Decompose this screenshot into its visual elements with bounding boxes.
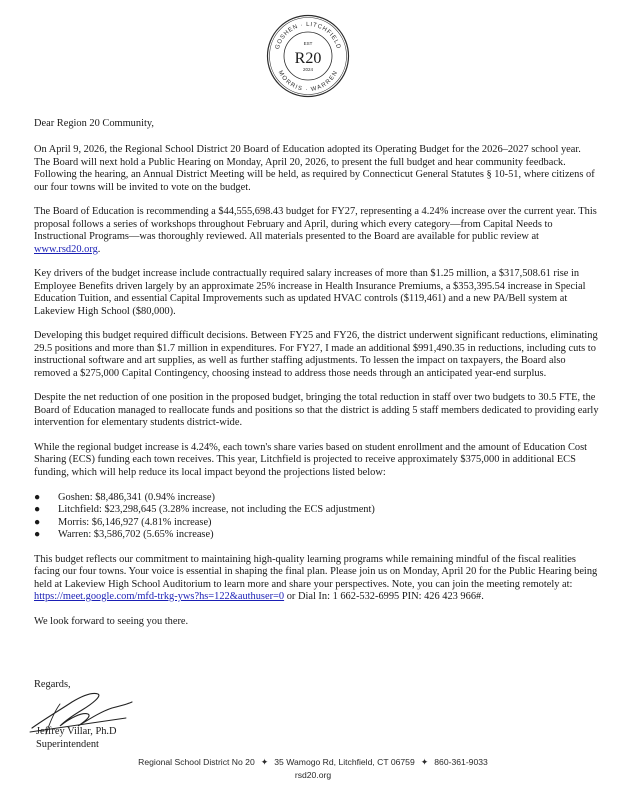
paragraph-budget-recommendation: [34, 206, 599, 256]
seal-initials: R20: [294, 50, 322, 67]
seal-year: 2024: [302, 67, 314, 72]
closing: Regards,: [34, 679, 71, 690]
list-item: [34, 492, 599, 504]
bullet-icon: ●: [34, 491, 41, 503]
district-seal-logo: [266, 14, 350, 98]
seal-top-text: GOSHEN · LITCHFIELD: [274, 21, 342, 51]
diamond-separator-icon: ✦: [420, 757, 429, 767]
bullet-icon: ●: [34, 516, 41, 528]
footer-address: 35 Wamogo Rd, Litchfield, CT 06759: [274, 757, 415, 767]
list-item-text: Morris: $6,146,927 (4.81% increase): [58, 516, 212, 528]
footer-website: rsd20.org: [294, 770, 332, 780]
paragraph-key-drivers: Key drivers of the budget increase include contractually required salary increases of more than $1.25 million, a $317,508.61 rise in Employee Benefits driven largely by an approximate 25% increase in Health Insurance Premiums, a $353,395.54 increase in Special Education Tuition, and essential Capital Improvements such as updated HVAC controls ($119,461) and a new PA/Bell system at Lakeview High School ($80,000).: [34, 268, 586, 317]
list-item-text: Litchfield: $23,298,645 (3.28% increase, not including the ECS adjustment): [58, 504, 375, 516]
paragraph-closing-remark: We look forward to seeing you there.: [34, 615, 189, 627]
list-item: [34, 504, 599, 516]
paragraph-end: .: [97, 243, 101, 255]
letter-body: [34, 118, 599, 641]
paragraph-town-share: While the regional budget increase is 4.24%, each town's share varies based on student enrollment and the amount of Education Cost Sharing (ECS) funding each town receives. This year, Litchfield is projected to receive approximately $375,000 in additional ECS funding, which will help reduce its local impact beyond the projections listed below:: [34, 442, 587, 478]
paragraph-commitment: [34, 554, 599, 604]
list-item: [34, 517, 599, 529]
bullet-icon: ●: [34, 528, 41, 540]
salutation: Dear Region 20 Community,: [34, 118, 154, 129]
paragraph-budget-recommendation-text: The Board of Education is recommending a $44,555,698.43 budget for FY27, representing a 4.24% increase over the current year. This proposal follows a series of workshops throughout February and April, during which every category—from Capital Needs to Instructional Programs—was thoroughly reviewed. All materials presented to the Board are available for public review at: [34, 206, 597, 243]
footer-org: Regional School District No 20: [138, 757, 255, 767]
paragraph-staff-reduction: Despite the net reduction of one position in the proposed budget, bringing the total reduction in staff over two budgets to 30.5 FTE, the Board of Education managed to reallocate funds and positions so that the district is adding 5 staff members dedicated to providing early intervention for elementary students district-wide.: [34, 392, 599, 429]
signer-block: [36, 726, 117, 751]
signer-title: Superintendent: [36, 738, 99, 750]
letterhead-footer: [0, 756, 626, 782]
footer-address-line: [0, 756, 626, 769]
list-item: [34, 529, 599, 541]
meeting-link[interactable]: https://meet.google.com/mfd-trkg-yws?hs=122&authuser=0: [34, 590, 285, 602]
diamond-separator-icon: ✦: [260, 757, 269, 767]
seal-bottom-text: MORRIS · WARREN: [276, 69, 340, 94]
seal-est: EST: [303, 41, 313, 46]
dial-in-text: or Dial In: 1 662-532-6995 PIN: 426 423 966#.: [284, 590, 484, 602]
town-budget-list: [34, 492, 599, 542]
paragraph-difficult-decisions: Developing this budget required difficult decisions. Between FY25 and FY26, the district underwent significant reductions, eliminating 29.5 positions and more than $1.7 million in expenditures. For FY27, I made an additional $991,490.35 in reductions, including cuts to instructional software and art supplies, as well as further staffing adjustments. To lessen the impact on taxpayers, the Board also removed a $275,000 Capital Contingency, choosing instead to address those needs through an anticipated year-end surplus.: [34, 330, 598, 379]
list-item-text: Warren: $3,586,702 (5.65% increase): [58, 528, 214, 540]
paragraph-commitment-text: This budget reflects our commitment to maintaining high-quality learning programs while remaining mindful of the fiscal realities facing our four towns. Your voice is essential in shaping the final plan. Please join us on Monday, April 20 for the Public Hearing being held at Lakeview High School Auditorium to learn more and share your perspectives. Note, you can join the meeting remotely at:: [34, 553, 598, 590]
footer-phone: 860-361-9033: [434, 757, 488, 767]
website-link[interactable]: www.rsd20.org: [34, 243, 98, 255]
signer-name: Jeffrey Villar, Ph.D: [36, 726, 117, 737]
list-item-text: Goshen: $8,486,341 (0.94% increase): [58, 491, 215, 503]
paragraph-budget-adoption: On April 9, 2026, the Regional School District 20 Board of Education adopted its Operating Budget for the 2026–2027 school year. The Board will next hold a Public Hearing on Monday, April 20, 2026, to present the full budget and hear community feedback. Following the hearing, an Annual District Meeting will be held, as required by Connecticut General Statutes § 10-51, where citizens of our four towns will be invited to vote on the budget.: [34, 144, 595, 193]
bullet-icon: ●: [34, 504, 41, 516]
